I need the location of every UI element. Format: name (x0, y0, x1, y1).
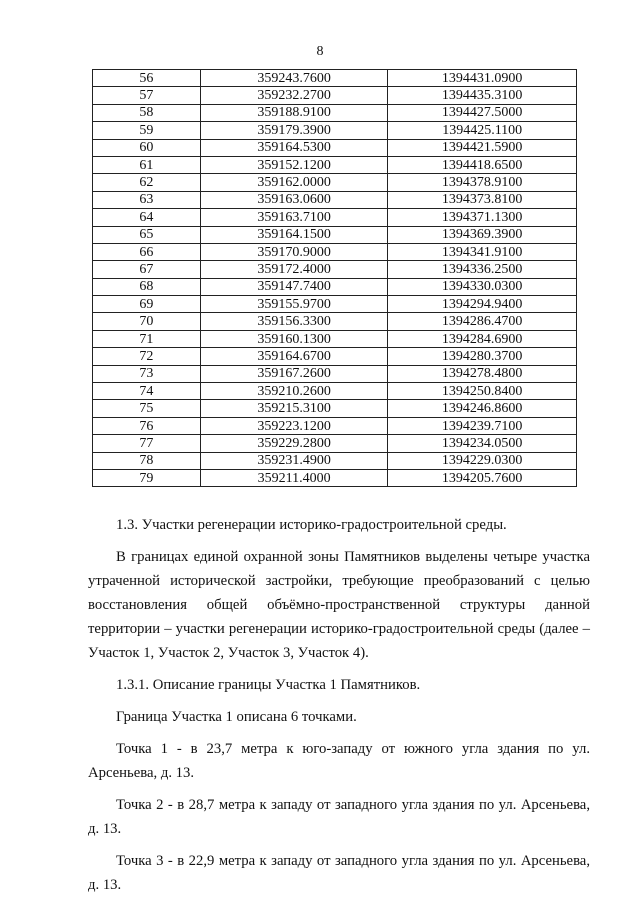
x-coordinate-cell: 359167.2600 (200, 365, 388, 382)
x-coordinate-cell: 359163.7100 (200, 209, 388, 226)
table-row (93, 87, 577, 104)
table-row (93, 452, 577, 469)
y-coordinate-cell: 1394229.0300 (388, 452, 577, 469)
y-coordinate-cell: 1394284.6900 (388, 330, 577, 347)
point-number-cell: 76 (93, 417, 201, 434)
coordinates-table-body (93, 70, 577, 487)
point-number-cell: 78 (93, 452, 201, 469)
x-coordinate-cell: 359172.4000 (200, 261, 388, 278)
x-coordinate-cell: 359243.7600 (200, 70, 388, 87)
point-number-cell: 73 (93, 365, 201, 382)
table-row (93, 469, 577, 486)
point-number-cell: 69 (93, 296, 201, 313)
y-coordinate-cell: 1394294.9400 (388, 296, 577, 313)
table-row (93, 243, 577, 260)
y-coordinate-cell: 1394421.5900 (388, 139, 577, 156)
y-coordinate-cell: 1394425.1100 (388, 122, 577, 139)
coordinates-table (92, 69, 577, 487)
table-row (93, 435, 577, 452)
table-row (93, 261, 577, 278)
y-coordinate-cell: 1394205.7600 (388, 469, 577, 486)
point-1-description: Точка 1 - в 23,7 метра к юго-западу от южного угла здания по ул. Арсеньева, д. 13. (88, 741, 590, 781)
y-coordinate-cell: 1394330.0300 (388, 278, 577, 295)
y-coordinate-cell: 1394378.9100 (388, 174, 577, 191)
table-row (93, 296, 577, 313)
point-number-cell: 70 (93, 313, 201, 330)
point-number-cell: 56 (93, 70, 201, 87)
point-number-cell: 68 (93, 278, 201, 295)
x-coordinate-cell: 359147.7400 (200, 278, 388, 295)
y-coordinate-cell: 1394234.0500 (388, 435, 577, 452)
y-coordinate-cell: 1394371.1300 (388, 209, 577, 226)
y-coordinate-cell: 1394280.3700 (388, 348, 577, 365)
y-coordinate-cell: 1394250.8400 (388, 383, 577, 400)
x-coordinate-cell: 359164.5300 (200, 139, 388, 156)
x-coordinate-cell: 359229.2800 (200, 435, 388, 452)
x-coordinate-cell: 359156.3300 (200, 313, 388, 330)
point-2-description: Точка 2 - в 28,7 метра к западу от западного угла здания по ул. Арсеньева, д. 13. (88, 797, 590, 837)
point-number-cell: 74 (93, 383, 201, 400)
x-coordinate-cell: 359162.0000 (200, 174, 388, 191)
table-row (93, 313, 577, 330)
point-number-cell: 66 (93, 243, 201, 260)
table-row (93, 156, 577, 173)
point-number-cell: 67 (93, 261, 201, 278)
table-row (93, 70, 577, 87)
table-row (93, 365, 577, 382)
paragraph-point-count: Граница Участка 1 описана 6 точками. (116, 709, 357, 725)
table-row (93, 278, 577, 295)
x-coordinate-cell: 359163.0600 (200, 191, 388, 208)
point-number-cell: 61 (93, 156, 201, 173)
y-coordinate-cell: 1394435.3100 (388, 87, 577, 104)
x-coordinate-cell: 359223.1200 (200, 417, 388, 434)
y-coordinate-cell: 1394418.6500 (388, 156, 577, 173)
y-coordinate-cell: 1394239.7100 (388, 417, 577, 434)
x-coordinate-cell: 359160.1300 (200, 330, 388, 347)
x-coordinate-cell: 359164.6700 (200, 348, 388, 365)
y-coordinate-cell: 1394246.8600 (388, 400, 577, 417)
table-row (93, 348, 577, 365)
y-coordinate-cell: 1394336.2500 (388, 261, 577, 278)
y-coordinate-cell: 1394286.4700 (388, 313, 577, 330)
point-number-cell: 59 (93, 122, 201, 139)
point-number-cell: 64 (93, 209, 201, 226)
table-row (93, 417, 577, 434)
x-coordinate-cell: 359232.2700 (200, 87, 388, 104)
point-number-cell: 58 (93, 104, 201, 121)
table-row (93, 122, 577, 139)
page-number: 8 (316, 44, 324, 59)
table-row (93, 383, 577, 400)
point-number-cell: 71 (93, 330, 201, 347)
x-coordinate-cell: 359152.1200 (200, 156, 388, 173)
x-coordinate-cell: 359211.4000 (200, 469, 388, 486)
y-coordinate-cell: 1394369.3900 (388, 226, 577, 243)
point-number-cell: 60 (93, 139, 201, 156)
y-coordinate-cell: 1394278.4800 (388, 365, 577, 382)
x-coordinate-cell: 359215.3100 (200, 400, 388, 417)
table-row (93, 139, 577, 156)
table-row (93, 330, 577, 347)
table-row (93, 104, 577, 121)
y-coordinate-cell: 1394427.5000 (388, 104, 577, 121)
x-coordinate-cell: 359231.4900 (200, 452, 388, 469)
x-coordinate-cell: 359179.3900 (200, 122, 388, 139)
section-heading: 1.3. Участки регенерации историко-градостроительной среды. (116, 517, 507, 533)
x-coordinate-cell: 359210.2600 (200, 383, 388, 400)
table-row (93, 400, 577, 417)
point-number-cell: 79 (93, 469, 201, 486)
y-coordinate-cell: 1394341.9100 (388, 243, 577, 260)
point-number-cell: 72 (93, 348, 201, 365)
point-number-cell: 62 (93, 174, 201, 191)
x-coordinate-cell: 359164.1500 (200, 226, 388, 243)
table-row (93, 191, 577, 208)
point-number-cell: 65 (93, 226, 201, 243)
table-row (93, 209, 577, 226)
subsection-heading: 1.3.1. Описание границы Участка 1 Памятников. (116, 677, 421, 693)
point-number-cell: 57 (93, 87, 201, 104)
point-number-cell: 75 (93, 400, 201, 417)
document-body (88, 513, 590, 897)
point-3-description: Точка 3 - в 22,9 метра к западу от западного угла здания по ул. Арсеньева, д. 13. (88, 853, 590, 893)
x-coordinate-cell: 359155.9700 (200, 296, 388, 313)
point-number-cell: 63 (93, 191, 201, 208)
y-coordinate-cell: 1394431.0900 (388, 70, 577, 87)
table-row (93, 226, 577, 243)
x-coordinate-cell: 359170.9000 (200, 243, 388, 260)
x-coordinate-cell: 359188.9100 (200, 104, 388, 121)
paragraph-zone-description: В границах единой охранной зоны Памятников выделены четыре участка утраченной исторической застройки, требующие преобразований с целью восстановления общей объёмно-пространственной структуры данной территории – участки регенерации историко-градостроительной среды (далее – Участок 1, Участок 2, Участок 3, Участок 4). (88, 549, 590, 661)
table-row (93, 174, 577, 191)
point-number-cell: 77 (93, 435, 201, 452)
y-coordinate-cell: 1394373.8100 (388, 191, 577, 208)
